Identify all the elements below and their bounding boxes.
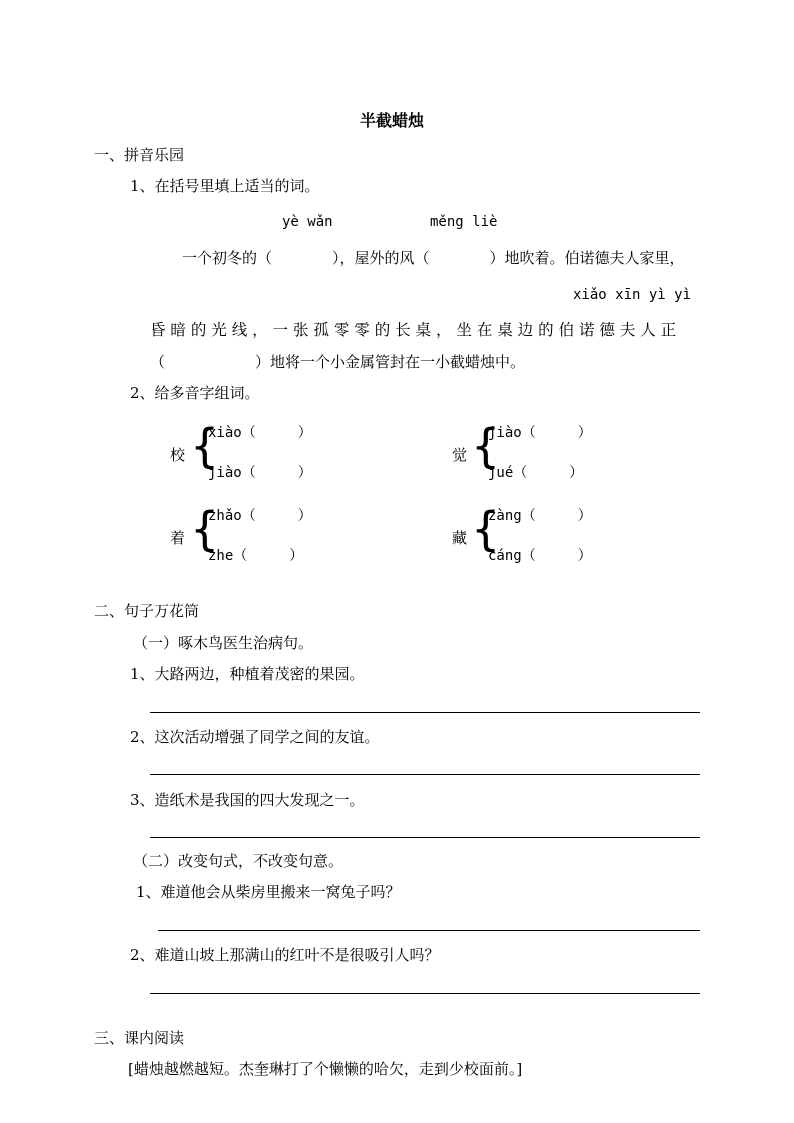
reading-1: xiào（ ） [208,425,312,441]
sentence-3: 3、造纸术是我国的四大发现之一。 [130,791,365,809]
answer-line[interactable] [150,712,700,713]
pinyin-menglie: měng liè [430,214,498,230]
brace-icon: { [471,502,501,556]
answer-line[interactable] [150,774,700,775]
answer-line[interactable] [150,993,700,994]
answer-line[interactable] [158,930,700,931]
page-title: 半截蜡烛 [360,111,425,130]
reading-2: cáng（ ） [488,548,592,564]
section2-heading: 二、句子万花筒 [94,602,200,620]
sentence-4: 1、难道他会从柴房里搬来一窝兔子吗？ [136,883,401,901]
reading-2: zhe（ ） [208,548,304,564]
brace-icon: { [471,419,501,473]
brace-icon: { [190,502,220,556]
reading-2: jué（ ） [488,465,584,481]
section3-heading: 三、课内阅读 [94,1029,185,1047]
q1-sentence-line3: （ ）地将一个小金属管封在一小截蜡烛中。 [150,353,526,371]
section1-heading: 一、拼音乐园 [94,146,185,164]
reading-1: zàng（ ） [488,508,592,524]
answer-line[interactable] [150,837,700,838]
pinyin-xiaoxinyiyi: xiǎo xīn yì yì [573,287,692,303]
polyphone-char: 藏 [452,529,468,547]
brace-icon: { [190,419,220,473]
reading-2: jiào（ ） [208,465,312,481]
q1-sentence-line2: 昏 暗 的 光 线 ， 一 张 孤 零 零 的 长 桌 ， 坐 在 桌 边 的 伯 诺 德 夫 人 正 [150,321,677,339]
sentence-1: 1、大路两边，种植着茂密的果园。 [130,665,365,683]
reading-passage: [蜡烛越燃越短。杰奎琳打了个懒懒的哈欠，走到少校面前。] [128,1060,523,1078]
polyphone-char: 觉 [452,446,468,464]
q2-prompt: 2、给多音字组词。 [130,384,260,402]
sentence-5: 2、难道山坡上那满山的红叶不是很吸引人吗？ [130,946,440,964]
reading-1: jiào（ ） [488,425,592,441]
sentence-2: 2、这次活动增强了同学之间的友谊。 [130,728,380,746]
reading-1: zhǎo（ ） [208,508,312,524]
q1-prompt: 1、在括号里填上适当的词。 [130,177,320,195]
section2-sub1: （一）啄木鸟医生治病句。 [133,634,314,652]
q1-sentence-line1: 一个初冬的（ ），屋外的风（ ）地吹着。伯诺德夫人家里， [182,249,685,267]
polyphone-char: 着 [170,529,186,547]
polyphone-char: 校 [170,446,186,464]
pinyin-yewan: yè wǎn [282,214,333,230]
section2-sub2: （二）改变句式，不改变句意。 [133,852,344,870]
